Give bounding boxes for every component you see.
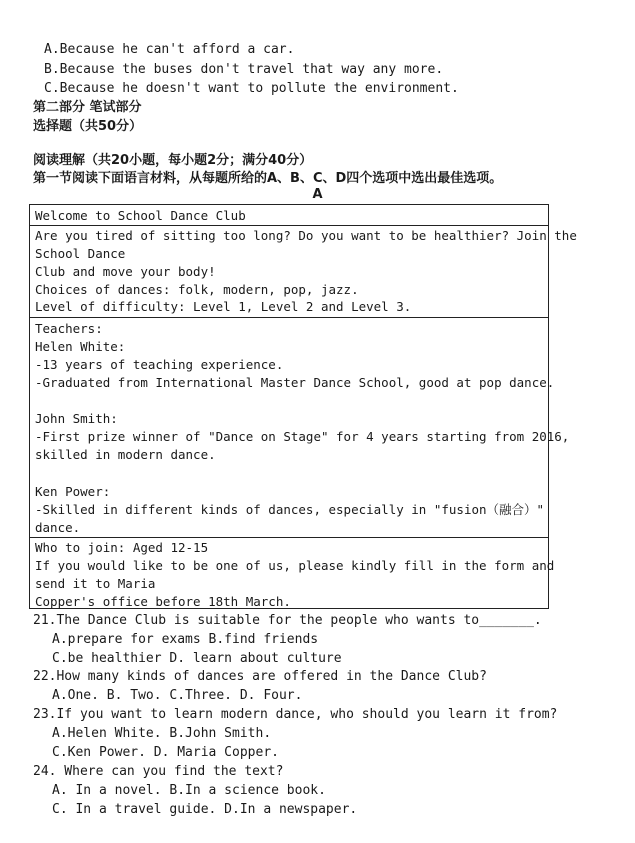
teacher-detail: -First prize winner of "Dance on Stage" for 4 years starting from 2016, (35, 429, 570, 444)
notice-teachers-row (30, 317, 570, 538)
join-line: Copper's office before 18th March. (35, 594, 291, 609)
prev-option-a: A.Because he can't afford a car. (44, 42, 295, 57)
question-options: A. In a novel. B.In a science book. (52, 783, 326, 798)
question-stem: 21.The Dance Club is suitable for the people who wants to_______. (33, 613, 542, 628)
question-stem: 24. Where can you find the text? (33, 764, 284, 779)
section-heading-written: 第二部分 笔试部分 (33, 100, 142, 115)
notice-intro-row (30, 225, 577, 318)
passage-letter: A (312, 187, 323, 202)
reading-heading: 阅读理解（共20小题，每小题2分；满分40分） (33, 153, 313, 168)
reading-instruction: 第一节阅读下面语言材料，从每题所给的A、B、C、D四个选项中选出最佳选项。 (33, 171, 503, 186)
question-options: C. In a travel guide. D.In a newspaper. (52, 802, 358, 817)
teachers-label: Teachers: (35, 321, 103, 336)
notice-box (29, 204, 577, 609)
notice-intro-line: School Dance (35, 246, 126, 261)
question-stem: 23.If you want to learn modern dance, who should you learn it from? (33, 707, 558, 722)
notice-title: Welcome to School Dance Club (35, 208, 246, 223)
question-options: A.prepare for exams B.find friends (52, 632, 319, 647)
question-options: A.One. B. Two. C.Three. D. Four. (52, 688, 303, 703)
join-line: send it to Maria (35, 576, 156, 591)
teacher-detail: -Skilled in different kinds of dances, especially in "fusion（融合）" (35, 502, 545, 517)
teacher-detail: dance. (35, 520, 81, 535)
teacher-detail: skilled in modern dance. (35, 447, 216, 462)
teacher-name: Helen White: (35, 339, 126, 354)
prev-option-c: C.Because he doesn't want to pollute the environment. (44, 81, 459, 96)
section-heading-choice: 选择题（共50分） (33, 119, 143, 134)
teacher-detail: -13 years of teaching experience. (35, 357, 284, 372)
question-options: C.be healthier D. learn about culture (52, 651, 342, 666)
prev-option-b: B.Because the buses don't travel that way any more. (44, 62, 444, 77)
notice-intro-line: Choices of dances: folk, modern, pop, jazz. (35, 282, 359, 297)
notice-join-row (30, 537, 555, 610)
teacher-name: Ken Power: (35, 484, 111, 499)
teacher-detail: -Graduated from International Master Dance School, good at pop dance. (35, 375, 555, 390)
question-options: C.Ken Power. D. Maria Copper. (52, 745, 279, 760)
join-line: If you would like to be one of us, please kindly fill in the form and (35, 558, 555, 573)
notice-intro-line: Are you tired of sitting too long? Do you want to be healthier? Join the (35, 228, 577, 243)
notice-title-row (30, 205, 548, 226)
notice-intro-line: Club and move your body! (35, 264, 216, 279)
teacher-name: John Smith: (35, 411, 118, 426)
question-options: A.Helen White. B.John Smith. (52, 726, 272, 741)
notice-intro-line: Level of difficulty: Level 1, Level 2 and Level 3. (35, 299, 412, 314)
join-line: Who to join: Aged 12-15 (35, 540, 209, 555)
question-stem: 22.How many kinds of dances are offered in the Dance Club? (33, 669, 487, 684)
